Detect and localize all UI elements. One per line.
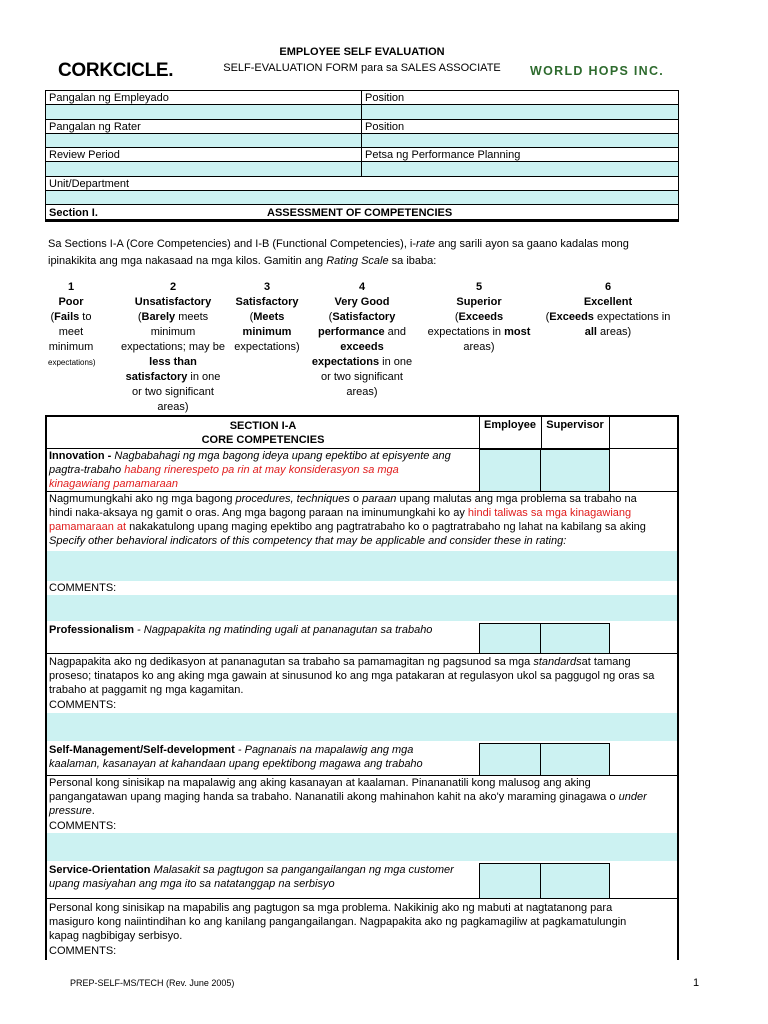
employee-name-label: Pangalan ng Empleyado <box>46 91 362 104</box>
selfmgmt-employee-score[interactable] <box>479 743 541 776</box>
divider <box>479 417 480 449</box>
innovation-comments-label: COMMENTS: <box>49 582 117 594</box>
employee-position-label: Position <box>365 92 405 104</box>
planning-date-field[interactable] <box>362 162 678 175</box>
selfmgmt-description: Personal kong sinisikap na mapalawig ang aking kasanayan at kaalaman. Pinananatili kong malusog ang aking pangangatawan upang maging handa sa trabaho. Nananatili akong mahinahon kahit na ako'y maraming ginagawa o under pressure. <box>49 777 647 817</box>
section-header-row <box>46 205 678 221</box>
info-row-period <box>46 148 678 162</box>
service-employee-score[interactable] <box>479 863 541 899</box>
rater-name-label: Pangalan ng Rater <box>46 120 362 133</box>
divider <box>609 417 610 449</box>
rating-scale-3: 3 Satisfactory (Meets minimum expectations) <box>234 281 300 353</box>
employee-input-row[interactable] <box>46 105 678 119</box>
innovation-title: Innovation - Nagbabahagi ng mga bagong ideya upang epektibo at episyente ang pagtra-trabaho habang rinerespeto pa rin at may konsiderasyon sa mga kinagawiang pamamaraan <box>49 450 451 490</box>
section-title: ASSESSMENT OF COMPETENCIES <box>267 207 453 220</box>
world-hops-logo: WORLD HOPS INC. <box>530 64 665 78</box>
rater-input-row[interactable] <box>46 134 678 148</box>
innovation-description: Nagmumungkahi ako ng mga bagong procedures, techniques o paraan upang malutas ang mga problema sa trabaho na hindi naka-aksaya ng gamit o oras. Ang mga bagong paraan na iminumungkahi ko ay hindi taliwas sa mga kinagawiang pamamaraan at nakakatulong upang maging epektibo ang pagtratrabaho ko o pagtratrabaho ng lahat na kabilang sa aking Specify other behavioral indicators of this competency that may be applicable and consider these in rating: <box>49 493 646 547</box>
professionalism-comments-field[interactable] <box>47 713 677 741</box>
section-label: Section I. <box>49 207 98 220</box>
supervisor-column-header: Supervisor <box>541 417 609 449</box>
unit-label: Unit/Department <box>49 177 130 190</box>
page-number: 1 <box>693 977 700 989</box>
divider <box>47 898 677 899</box>
service-description: Personal kong sinisikap na mapabilis ang pagtugon sa mga problema. Nakikinig ako ng mabuti at nagtatanong para masiguro kong naiintindihan ko ang kanilang pangangailangan. Nagpapakita ako ng pagkamagiliw at pagkamatulungin kapag nagbibigay serbisyo. <box>49 902 627 942</box>
service-comments-label: COMMENTS: <box>49 945 117 957</box>
rating-scale-2: 2 Unsatisfactory (Barely meets minimum expectations; may be less than satisfactory in one or two significant areas) <box>121 281 225 413</box>
employee-name-field[interactable] <box>46 105 362 118</box>
selfmgmt-comments-field[interactable] <box>47 833 677 861</box>
service-supervisor-score[interactable] <box>540 863 610 899</box>
core-competencies-table <box>45 415 679 960</box>
professionalism-employee-score[interactable] <box>479 623 541 654</box>
rating-scale-4: 4 Very Good (Satisfactory performance and exceeds expectations in one or two significant areas) <box>311 281 413 398</box>
professionalism-title: Professionalism - Nagpapakita ng matinding ugali at pananagutan sa trabaho <box>49 624 433 636</box>
employee-info-table <box>45 90 679 222</box>
review-period-label: Review Period <box>46 148 362 161</box>
unit-input-row[interactable] <box>46 191 678 205</box>
review-period-field[interactable] <box>46 162 362 175</box>
rating-scale-5: 5 Superior (Exceeds expectations in most areas) <box>427 281 531 353</box>
innovation-comments-field[interactable] <box>47 595 677 621</box>
period-input-row[interactable] <box>46 162 678 176</box>
corkcicle-logo: CORKCICLE. <box>58 60 174 81</box>
table-header: SECTION I-A CORE COMPETENCIES <box>47 417 479 449</box>
innovation-supervisor-score[interactable] <box>540 449 610 492</box>
planning-date-label: Petsa ng Performance Planning <box>365 149 521 162</box>
instructions: Sa Sections I-A (Core Competencies) and I-B (Functional Competencies), i-rate ang sarili ayon sa gaano kadalas mong ipinakikita ang mga nakasaad na mga kilos. Gamitin ang Rating Scale sa ibaba: <box>48 238 629 267</box>
innovation-employee-score[interactable] <box>479 449 541 492</box>
divider <box>541 417 542 449</box>
form-code: PREP-SELF-MS/TECH (Rev. June 2005) <box>70 978 235 988</box>
rating-scale-6: 6 Excellent (Exceeds expectations in all areas) <box>545 281 671 338</box>
employee-position-field[interactable] <box>362 105 678 118</box>
rater-position-field[interactable] <box>362 134 678 147</box>
rater-position-label: Position <box>365 120 405 133</box>
selfmgmt-comments-label: COMMENTS: <box>49 820 117 832</box>
selfmgmt-title: Self-Management/Self-development - Pagnanais na mapalawig ang mga kaalaman, kasanayan at kahandaan upang epektibong magawa ang trabaho <box>49 744 423 770</box>
employee-column-header: Employee <box>479 417 541 449</box>
innovation-indicators-field[interactable] <box>47 551 677 581</box>
professionalism-supervisor-score[interactable] <box>540 623 610 654</box>
document-subtitle: SELF-EVALUATION FORM para sa SALES ASSOCIATE <box>223 62 501 74</box>
document-title: EMPLOYEE SELF EVALUATION <box>279 46 445 58</box>
professionalism-description: Nagpapakita ako ng dedikasyon at pananagutan sa trabaho sa pamamagitan ng pagsunod sa mga standardsat tamang proseso; tinatapos ko ang aking mga gawain at sinusunod ko ang mga patakaran at regulasyon ukol sa paggugol ng oras sa trabaho at paggamit ng mga kagamitan. <box>49 656 655 696</box>
service-title: Service-Orientation Malasakit sa pagtugon sa pangangailangan ng mga customer upang masiyahan ang mga ito sa natatanggap na serbisyo <box>49 864 454 890</box>
rating-scale-1: 1 Poor (Fails to meet minimum expectations) <box>48 281 96 367</box>
divider <box>47 653 677 654</box>
professionalism-comments-label: COMMENTS: <box>49 699 117 711</box>
info-row-employee <box>46 91 678 105</box>
info-row-unit <box>46 177 678 191</box>
blank-column-header <box>609 417 677 449</box>
selfmgmt-supervisor-score[interactable] <box>540 743 610 776</box>
rater-name-field[interactable] <box>46 134 362 147</box>
info-row-rater <box>46 120 678 134</box>
unit-field[interactable] <box>46 191 678 204</box>
